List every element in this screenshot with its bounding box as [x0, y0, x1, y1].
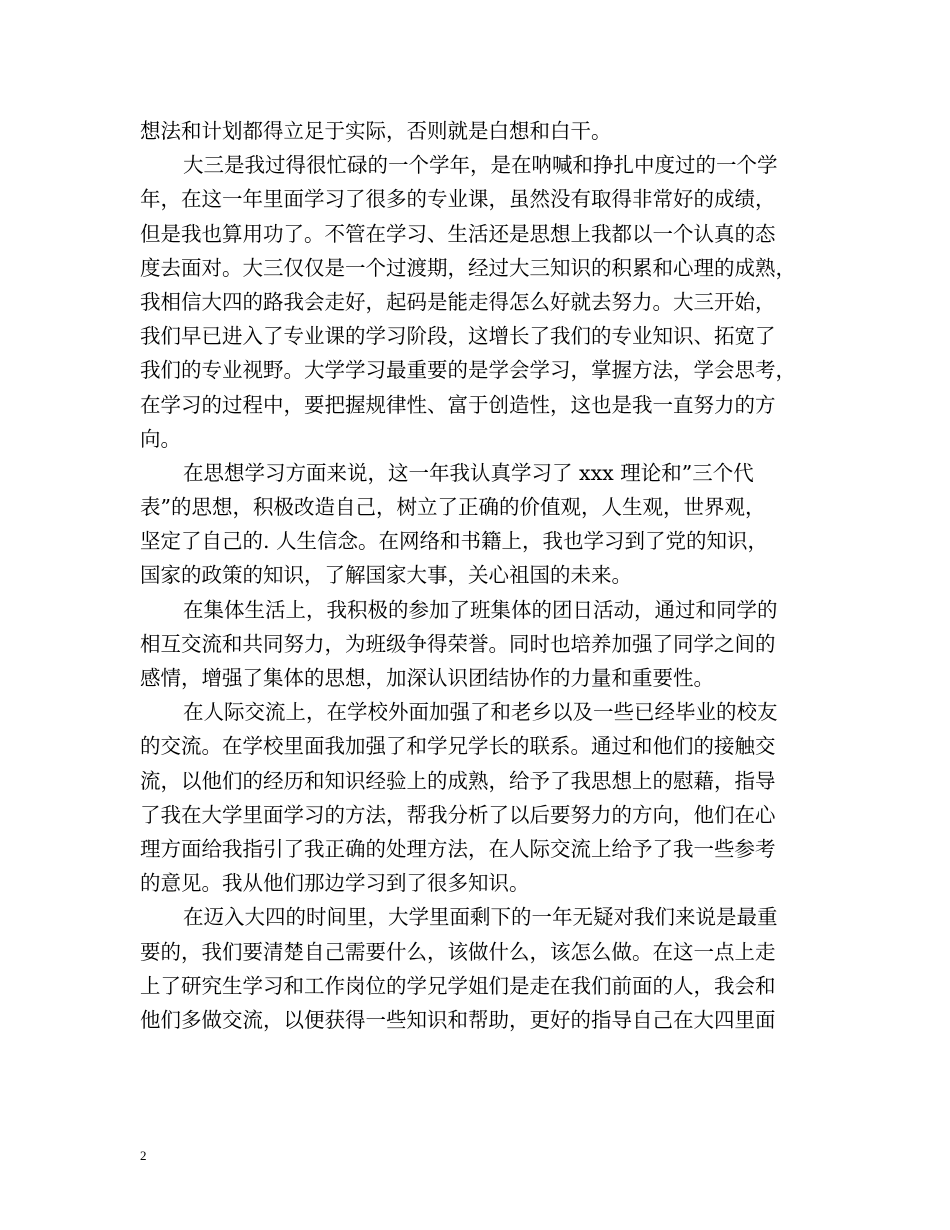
text-line: 表”的思想，积极改造自己，树立了正确的价值观，人生观，世界观， — [140, 495, 766, 520]
text-line: 在集体生活上，我积极的参加了班集体的团日活动，通过和同学的 — [183, 597, 778, 622]
text-line: 坚定了自己的. 人生信念。在网络和书籍上，我也学习到了党的知识， — [140, 529, 769, 554]
text-line: 的交流。在学校里面我加强了和学兄学长的联系。通过和他们的接触交 — [140, 734, 776, 759]
text-line: 了我在大学里面学习的方法，帮我分析了以后要努力的方向，他们在心 — [140, 802, 776, 827]
text-line: 大三是我过得很忙碌的一个学年，是在呐喊和挣扎中度过的一个学 — [183, 153, 778, 178]
text-line: 在迈入大四的时间里，大学里面剩下的一年无疑对我们来说是最重 — [183, 905, 778, 930]
text-line: 向。 — [140, 426, 181, 451]
text-line: 他们多做交流，以便获得一些知识和帮助，更好的指导自己在大四里面 — [140, 1007, 776, 1032]
text-line: 年，在这一年里面学习了很多的专业课，虽然没有取得非常好的成绩， — [140, 187, 776, 212]
text-line: 要的，我们要清楚自己需要什么，该做什么，该怎么做。在这一点上走 — [140, 939, 776, 964]
text-line: 在思想学习方面来说，这一年我认真学习了 xxx 理论和”三个代 — [183, 460, 754, 485]
text-line: 度去面对。大三仅仅是一个过渡期，经过大三知识的积累和心理的成熟， — [140, 255, 796, 280]
text-line: 理方面给我指引了我正确的处理方法，在人际交流上给予了我一些参考 — [140, 836, 776, 861]
text-line: 在学习的过程中，要把握规律性、富于创造性，这也是我一直努力的方 — [140, 392, 776, 417]
text-line: 国家的政策的知识，了解国家大事，关心祖国的未来。 — [140, 563, 632, 588]
text-line: 但是我也算用功了。不管在学习、生活还是思想上我都以一个认真的态 — [140, 221, 776, 246]
text-line: 想法和计划都得立足于实际，否则就是白想和白干。 — [140, 119, 612, 143]
text-line: 在人际交流上，在学校外面加强了和老乡以及一些已经毕业的校友 — [183, 700, 778, 725]
text-line: 上了研究生学习和工作岗位的学兄学姐们是走在我们前面的人，我会和 — [140, 973, 776, 998]
body-text — [140, 114, 830, 1037]
text-line: 我们的专业视野。大学学习最重要的是学会学习，掌握方法，学会思考， — [140, 358, 796, 383]
text-line: 感情，增强了集体的思想，加深认识团结协作的力量和重要性。 — [140, 666, 714, 690]
text-line: 的意见。我从他们那边学习到了很多知识。 — [140, 871, 530, 896]
page-number: 2 — [140, 1148, 147, 1163]
text-line: 我相信大四的路我会走好，起码是能走得怎么好就去努力。大三开始， — [140, 289, 776, 314]
text-line: 相互交流和共同努力，为班级争得荣誉。同时也培养加强了同学之间的 — [140, 631, 776, 656]
text-line: 流，以他们的经历和知识经验上的成熟，给予了我思想上的慰藉，指导 — [140, 768, 776, 793]
text-line: 我们早已进入了专业课的学习阶段，这增长了我们的专业知识、拓宽了 — [140, 324, 776, 349]
